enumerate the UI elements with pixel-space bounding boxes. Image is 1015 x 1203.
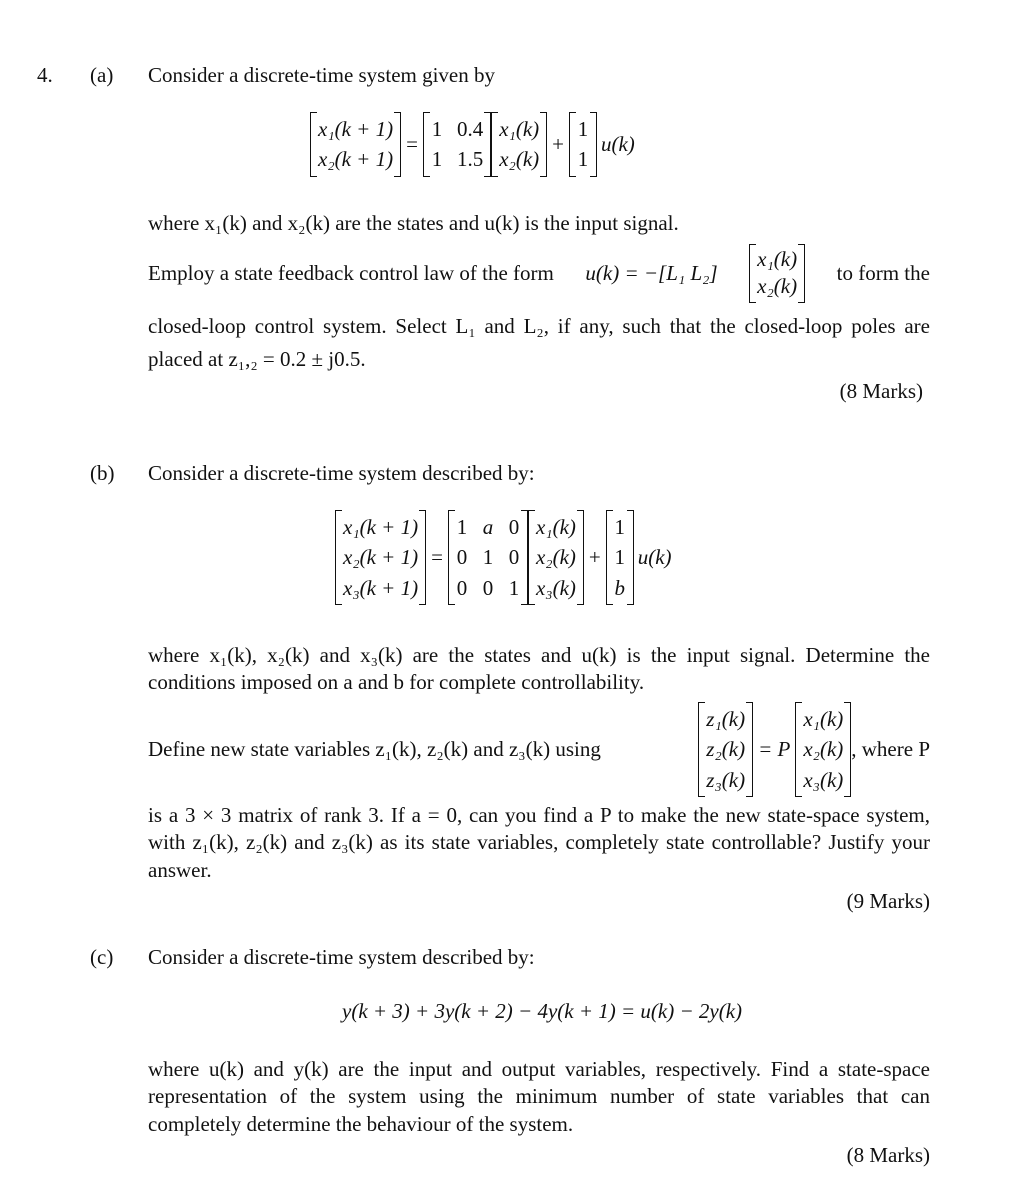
part-b-B-vector: 1 1 b [606, 510, 634, 605]
part-b-x-vector: x₁(k) x₂(k) x₃(k) [528, 510, 584, 605]
part-c-label: (c) [90, 945, 114, 969]
part-a-where-text: where x₁(k) and x₂(k) are the states and u(k) is the input signal. [148, 211, 679, 235]
part-a-marks: (8 Marks) [839, 379, 923, 403]
part-b-label: (b) [90, 461, 115, 485]
part-a-intro: Consider a discrete-time system given by [148, 63, 496, 87]
part-b-state-equation: x₁(k + 1) x₂(k + 1) x₃(k + 1) = 1 a 0 0 1 0 0 0 1 x₁(k) x₂(k) x₃(k) + 1 1 b u(k) [335, 510, 672, 605]
part-c-difference-equation: y(k + 3) + 3y(k + 2) − 4y(k + 1) = u(k) − 2y(k) [342, 999, 743, 1023]
part-a-state-equation: x₁(k + 1) x₂(k + 1) = 1 0.4 1 1.5 x₁(k) x₂(k) + 1 1 u(k) [310, 112, 635, 177]
part-a-B-vector: 1 1 [569, 112, 597, 177]
part-b-intro: Consider a discrete-time system described by: [148, 461, 535, 485]
part-c-marks: (8 Marks) [846, 1143, 930, 1167]
part-a-lhs-vector: x₁(k + 1) x₂(k + 1) [310, 112, 401, 177]
part-b-marks: (9 Marks) [846, 889, 930, 913]
part-a-label: (a) [90, 63, 114, 87]
part-b-lhs-vector: x₁(k + 1) x₂(k + 1) x₃(k + 1) [335, 510, 426, 605]
part-a-control-law-line: Employ a state feedback control law of the form u(k) = −[L₁ L₂] x₁(k) x₂(k) to form the [148, 244, 930, 303]
part-b-define-line: Define new state variables z₁(k), z₂(k) and z₃(k) using z₁(k) z₂(k) z₃(k) = P x₁(k) x₂(k) x₃(k) , where P [148, 702, 930, 797]
part-b-A-matrix: 1 a 0 0 1 0 0 0 1 [448, 510, 528, 605]
part-a-select-text: closed-loop control system. Select L₁ and L₂, if any, such that the closed-loop poles are placed at z₁,₂ = 0.2 ± j0.5. [148, 314, 930, 371]
part-b-z-vector: z₁(k) z₂(k) z₃(k) [698, 702, 753, 797]
question-number: 4. [37, 63, 53, 87]
part-a-x-vector: x₁(k) x₂(k) [491, 112, 547, 177]
part-b-x-vector-2: x₁(k) x₂(k) x₃(k) [795, 702, 851, 797]
part-a-control-vector: x₁(k) x₂(k) [749, 244, 805, 303]
part-c-intro: Consider a discrete-time system described by: [148, 945, 535, 969]
part-c-where-text: where u(k) and y(k) are the input and output variables, respectively. Find a state-space representation of the system using the minimum number of state variables that can completely determine the behaviour of the system. [148, 1057, 930, 1136]
part-b-rank-text: is a 3 × 3 matrix of rank 3. If a = 0, can you find a P to make the new state-space system, with z₁(k), z₂(k) and z₃(k) as its state variables, completely state controllable? Justify your answer. [148, 803, 930, 882]
part-a-A-matrix: 1 0.4 1 1.5 [423, 112, 491, 177]
part-b-where-text: where x₁(k), x₂(k) and x₃(k) are the states and u(k) is the input signal. Determine the conditions imposed on a and b for complete controllability. [148, 643, 930, 695]
